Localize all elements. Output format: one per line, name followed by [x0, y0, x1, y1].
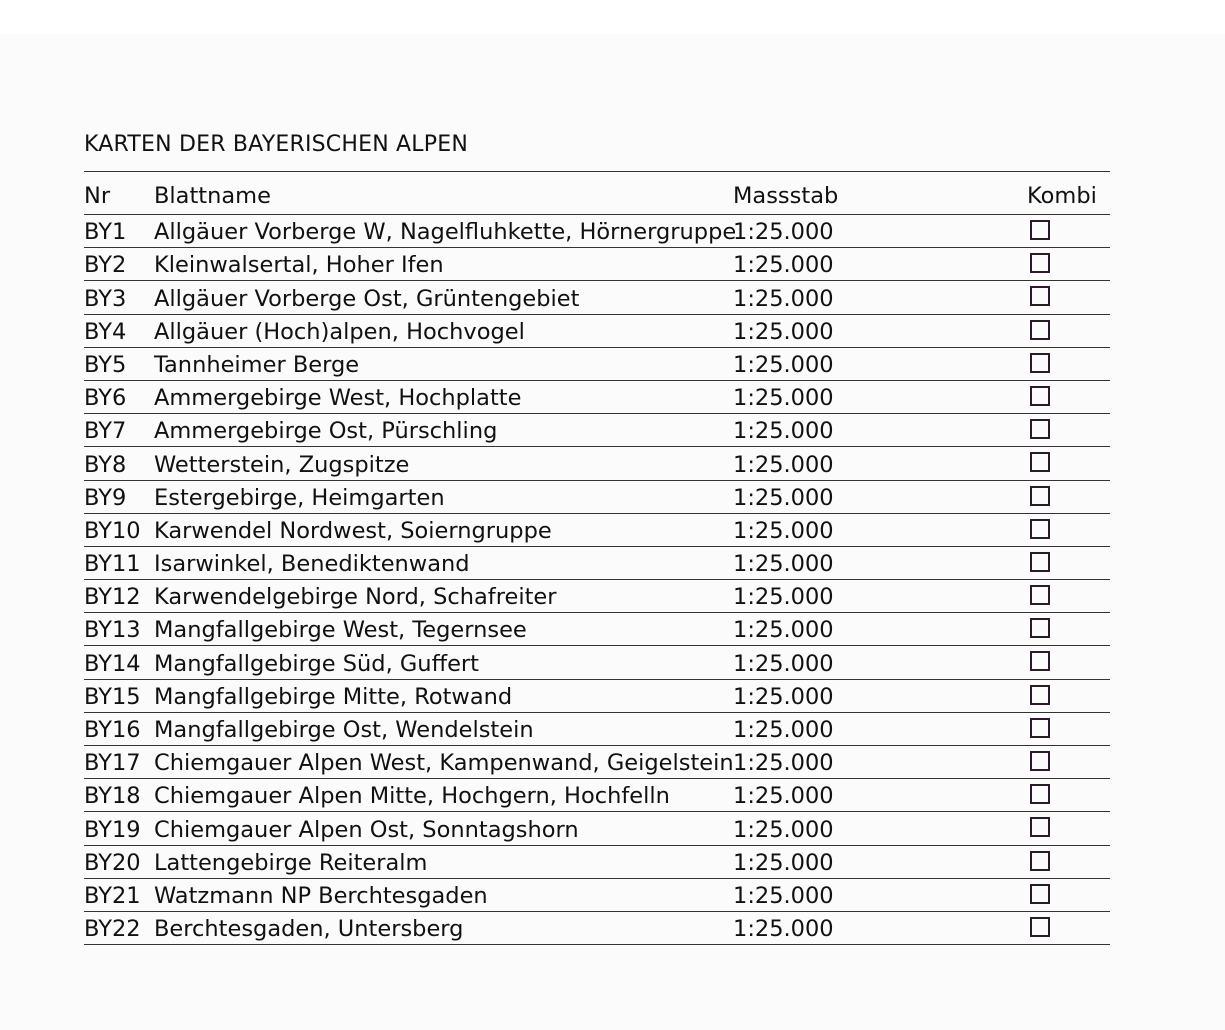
page-top-band: [0, 0, 1225, 34]
table-row: [84, 613, 1110, 646]
map-sheet-name: Mangfallgebirge Ost, Wendelstein: [154, 717, 534, 743]
table-row: [84, 680, 1110, 713]
table-row: [84, 779, 1110, 812]
table-row: [84, 580, 1110, 613]
map-sheet-name: Berchtesgaden, Untersberg: [154, 916, 464, 943]
map-scale: 1:25.000: [733, 219, 834, 246]
table-row: [84, 481, 1110, 514]
map-sheet-name: Watzmann NP Berchtesgaden: [154, 882, 488, 909]
map-number: BY7: [84, 418, 127, 445]
column-header-massstab: Massstab: [733, 183, 839, 209]
kombi-checkbox[interactable]: [1030, 320, 1050, 340]
map-number: BY14: [84, 650, 141, 677]
map-number: BY5: [84, 351, 127, 378]
kombi-checkbox[interactable]: [1030, 917, 1050, 937]
map-scale: 1:25.000: [733, 551, 834, 578]
map-number: BY1: [84, 219, 127, 246]
map-sheet-name: Allgäuer Vorberge W, Nagelfluhkette, Hörnergruppe: [154, 219, 737, 246]
table-row: [84, 248, 1110, 281]
table-row: [84, 846, 1110, 879]
map-number: BY10: [84, 517, 141, 544]
map-sheet-name: Estergebirge, Heimgarten: [154, 484, 445, 511]
map-scale: 1:25.000: [733, 351, 834, 378]
table-row: [84, 315, 1110, 348]
map-scale: 1:25.000: [733, 617, 834, 644]
map-scale: 1:25.000: [733, 252, 834, 279]
kombi-checkbox[interactable]: [1030, 286, 1050, 306]
map-number: BY18: [84, 783, 141, 810]
map-sheet-name: Allgäuer Vorberge Ost, Grüntengebiet: [154, 285, 580, 312]
kombi-checkbox[interactable]: [1030, 519, 1050, 539]
map-scale: 1:25.000: [733, 750, 834, 777]
table-row: [84, 381, 1110, 414]
kombi-checkbox[interactable]: [1030, 253, 1050, 273]
kombi-checkbox[interactable]: [1030, 851, 1050, 871]
kombi-checkbox[interactable]: [1030, 220, 1050, 240]
map-number: BY21: [84, 882, 141, 909]
table-row: [84, 514, 1110, 547]
map-number: BY9: [84, 484, 127, 511]
kombi-checkbox[interactable]: [1030, 685, 1050, 705]
table-row: [84, 447, 1110, 480]
kombi-checkbox[interactable]: [1030, 386, 1050, 406]
kombi-checkbox[interactable]: [1030, 585, 1050, 605]
map-scale: 1:25.000: [733, 418, 834, 445]
table-row: [84, 547, 1110, 580]
table-row: [84, 713, 1110, 746]
kombi-checkbox[interactable]: [1030, 419, 1050, 439]
map-scale: 1:25.000: [733, 882, 834, 909]
kombi-checkbox[interactable]: [1030, 884, 1050, 904]
map-scale: 1:25.000: [733, 916, 834, 943]
kombi-checkbox[interactable]: [1030, 452, 1050, 472]
map-sheet-name: Kleinwalsertal, Hoher Ifen: [154, 252, 444, 279]
map-sheet-name: Chiemgauer Alpen West, Kampenwand, Geigelstein: [154, 750, 734, 777]
table-row: [84, 912, 1110, 945]
map-sheet-name: Chiemgauer Alpen Mitte, Hochgern, Hochfelln: [154, 783, 670, 810]
map-sheet-name: Ammergebirge Ost, Pürschling: [154, 418, 498, 445]
map-sheet-name: Allgäuer (Hoch)alpen, Hochvogel: [154, 318, 525, 345]
table-row: [84, 414, 1110, 447]
map-number: BY12: [84, 584, 141, 611]
map-scale: 1:25.000: [733, 584, 834, 611]
map-scale: 1:25.000: [733, 517, 834, 544]
table-row: [84, 281, 1110, 314]
map-sheet-name: Ammergebirge West, Hochplatte: [154, 385, 522, 412]
map-scale: 1:25.000: [733, 849, 834, 876]
map-sheet-name: Mangfallgebirge Mitte, Rotwand: [154, 683, 513, 710]
kombi-checkbox[interactable]: [1030, 618, 1050, 638]
map-number: BY17: [84, 750, 141, 777]
column-header-blattname: Blattname: [154, 183, 271, 209]
map-scale: 1:25.000: [733, 816, 834, 843]
map-scale: 1:25.000: [733, 385, 834, 412]
map-number: BY19: [84, 816, 141, 843]
table-row: [84, 812, 1110, 845]
map-number: BY15: [84, 683, 141, 710]
table-row: [84, 746, 1110, 779]
map-number: BY3: [84, 285, 127, 312]
map-number: BY16: [84, 717, 141, 743]
map-scale: 1:25.000: [733, 650, 834, 677]
kombi-checkbox[interactable]: [1030, 651, 1050, 671]
map-sheet-name: Mangfallgebirge Süd, Guffert: [154, 650, 479, 677]
map-number: BY20: [84, 849, 141, 876]
map-list-sheet: [84, 128, 1110, 945]
kombi-checkbox[interactable]: [1030, 486, 1050, 506]
map-scale: 1:25.000: [733, 451, 834, 478]
table-row: [84, 646, 1110, 679]
table-header: [84, 172, 1110, 215]
map-table-body: [84, 215, 1110, 945]
map-sheet-name: Wetterstein, Zugspitze: [154, 451, 410, 478]
kombi-checkbox[interactable]: [1030, 353, 1050, 373]
kombi-checkbox[interactable]: [1030, 817, 1050, 837]
page-title: KARTEN DER BAYERISCHEN ALPEN: [84, 128, 1110, 172]
column-header-nr: Nr: [84, 183, 111, 209]
map-scale: 1:25.000: [733, 783, 834, 810]
map-sheet-name: Chiemgauer Alpen Ost, Sonntagshorn: [154, 816, 579, 843]
kombi-checkbox[interactable]: [1030, 718, 1050, 738]
map-number: BY4: [84, 318, 127, 345]
map-scale: 1:25.000: [733, 717, 834, 743]
map-scale: 1:25.000: [733, 318, 834, 345]
kombi-checkbox[interactable]: [1030, 552, 1050, 572]
map-number: BY13: [84, 617, 141, 644]
map-scale: 1:25.000: [733, 285, 834, 312]
column-header-kombi: Kombi: [1027, 183, 1097, 209]
kombi-checkbox[interactable]: [1030, 751, 1050, 771]
map-scale: 1:25.000: [733, 484, 834, 511]
map-sheet-name: Karwendel Nordwest, Soierngruppe: [154, 517, 552, 544]
map-sheet-name: Mangfallgebirge West, Tegernsee: [154, 617, 527, 644]
map-sheet-name: Tannheimer Berge: [154, 351, 360, 378]
table-row: [84, 348, 1110, 381]
table-row: [84, 879, 1110, 912]
map-scale: 1:25.000: [733, 683, 834, 710]
map-number: BY6: [84, 385, 127, 412]
map-number: BY2: [84, 252, 127, 279]
map-sheet-name: Isarwinkel, Benediktenwand: [154, 551, 470, 578]
map-number: BY11: [84, 551, 141, 578]
table-row: [84, 215, 1110, 248]
map-number: BY8: [84, 451, 127, 478]
map-number: BY22: [84, 916, 141, 943]
map-sheet-name: Karwendelgebirge Nord, Schafreiter: [154, 584, 557, 611]
map-sheet-name: Lattengebirge Reiteralm: [154, 849, 428, 876]
kombi-checkbox[interactable]: [1030, 784, 1050, 804]
